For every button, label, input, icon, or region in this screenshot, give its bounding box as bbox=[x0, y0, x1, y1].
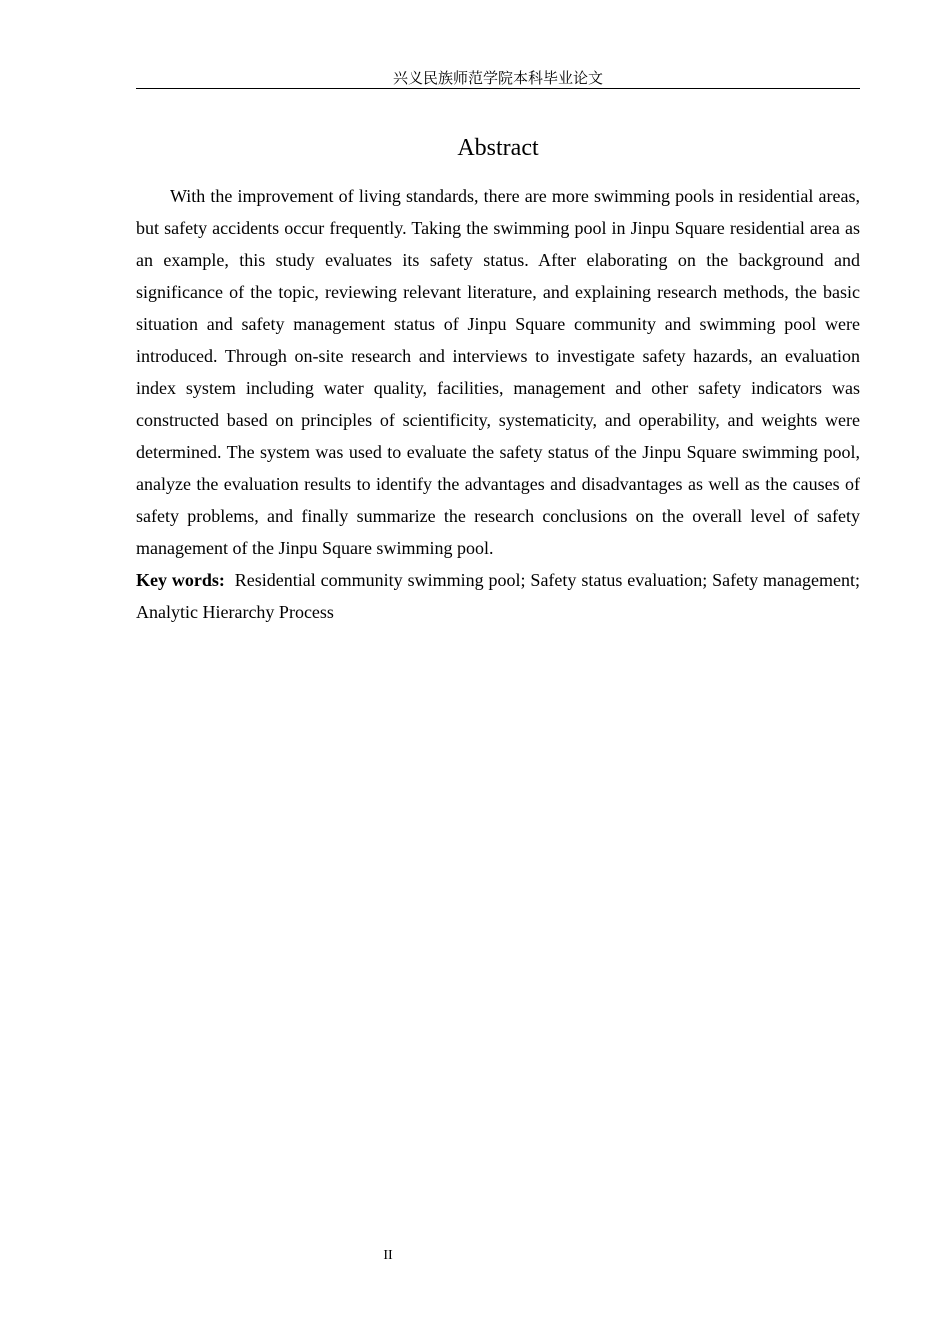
keywords-line bbox=[136, 564, 860, 628]
page-number: II bbox=[383, 1248, 393, 1263]
running-header bbox=[136, 68, 860, 89]
keywords-text: Residential community swimming pool; Safety status evaluation; Safety management; Analytic Hierarchy Process bbox=[136, 570, 861, 622]
running-title: 兴义民族师范学院本科毕业论文 bbox=[392, 69, 603, 87]
abstract-heading: Abstract bbox=[457, 135, 539, 161]
abstract-body bbox=[136, 180, 860, 628]
keywords-label: Key words: bbox=[136, 570, 225, 590]
abstract-paragraph: With the improvement of living standards, there are more swimming pools in residential areas, but safety accidents occur frequently. Taking the swimming pool in Jinpu Square residential area as an example, this study evaluates its safety status. After elaborating on the background and significance of the topic, reviewing relevant literature, and explaining research methods, the basic situation and safety management status of Jinpu Square community and swimming pool were introduced. Through on-site research and interviews to investigate safety hazards, an evaluation index system including water quality, facilities, management and other safety indicators was constructed based on principles of scientificity, systematicity, and operability, and weights were determined. The system was used to evaluate the safety status of the Jinpu Square swimming pool, analyze the evaluation results to identify the advantages and disadvantages as well as the causes of safety problems, and finally summarize the research conclusions on the overall level of safety management of the Jinpu Square swimming pool. bbox=[136, 186, 860, 558]
